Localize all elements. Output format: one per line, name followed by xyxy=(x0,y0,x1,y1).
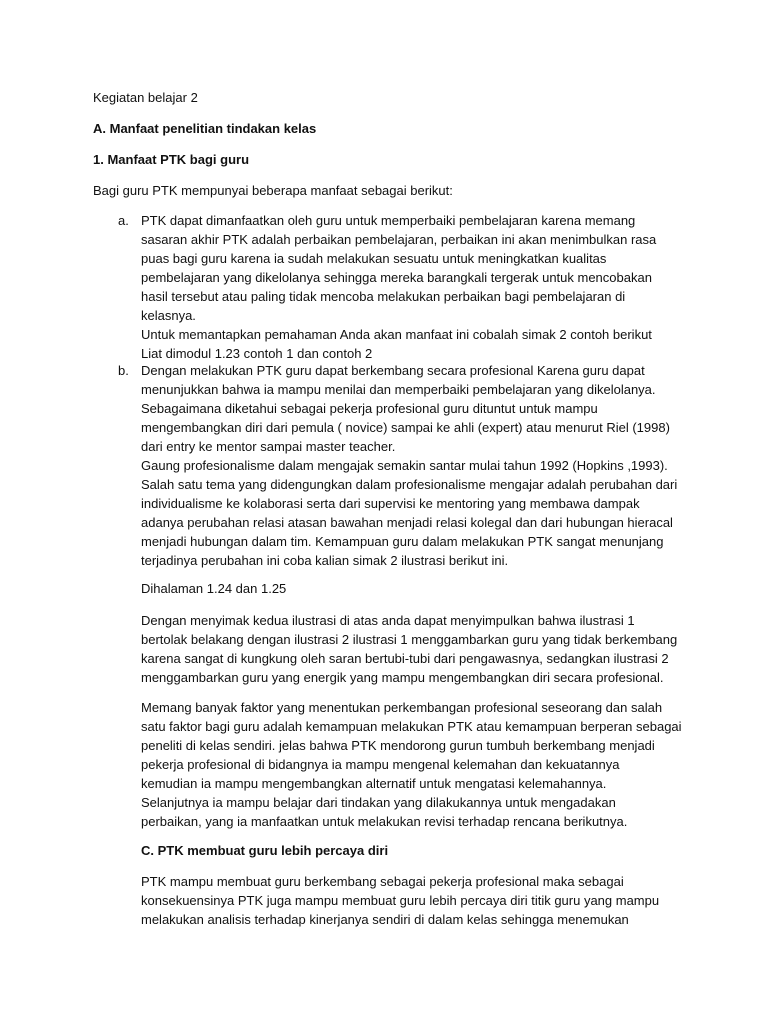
paragraph-line: menggambarkan guru yang energik yang mampu mengembangkan diri secara profesional. xyxy=(141,670,664,685)
section-heading-a: A. Manfaat penelitian tindakan kelas xyxy=(93,121,317,136)
list-item-b-line: Gaung profesionalisme dalam mengajak semakin santar mulai tahun 1992 (Hopkins ,1993). xyxy=(141,458,668,473)
list-item-b-line: menjadi hubungan dalam tim. Kemampuan guru dalam melakukan PTK sangat menunjang xyxy=(141,534,664,549)
list-item-a-line: PTK dapat dimanfaatkan oleh guru untuk memperbaiki pembelajaran karena memang xyxy=(141,213,636,228)
list-item-a xyxy=(141,211,656,363)
paragraph-line: Memang banyak faktor yang menentukan perkembangan profesional seseorang dan salah xyxy=(141,700,663,715)
list-item-b-line: individualisme ke kolaborasi serta dari supervisi ke mentoring yang membawa dampak xyxy=(141,496,640,511)
list-marker-b: b. xyxy=(118,363,129,378)
intro-paragraph: Bagi guru PTK mempunyai beberapa manfaat sebagai berikut: xyxy=(93,183,453,198)
paragraph-faktor xyxy=(141,698,682,831)
paragraph-line: satu faktor bagi guru adalah kemampuan melakukan PTK atau kemampuan berperan sebagai xyxy=(141,719,682,734)
section-heading-1: 1. Manfaat PTK bagi guru xyxy=(93,152,250,167)
list-item-a-line: Liat dimodul 1.23 contoh 1 dan contoh 2 xyxy=(141,346,373,361)
list-item-a-line: pembelajaran yang dikelolanya sehingga mereka barangkali tergerak untuk mencobakan xyxy=(141,270,652,285)
paragraph-c xyxy=(141,872,659,929)
section-heading-c: C. PTK membuat guru lebih percaya diri xyxy=(141,843,389,858)
paragraph-line: pekerja profesional di bidangnya ia mampu mengenal kelemahan dan kekuatannya xyxy=(141,757,620,772)
list-item-b xyxy=(141,361,677,570)
list-item-b-line: mengembangkan diri dari pemula ( novice) sampai ke ahli (expert) atau menurut Riel (1998) xyxy=(141,420,670,435)
list-item-b-line: dari entry ke mentor sampai master teacher. xyxy=(141,439,396,454)
paragraph-line: konsekuensinya PTK juga mampu membuat guru lebih percaya diri titik guru yang mampu xyxy=(141,893,660,908)
list-marker-a: a. xyxy=(118,213,129,228)
paragraph-line: Dengan menyimak kedua ilustrasi di atas anda dapat menyimpulkan bahwa ilustrasi 1 xyxy=(141,613,635,628)
list-item-b-line: adanya perubahan relasi atasan bawahan menjadi relasi kolegal dan dari hubungan hieracal xyxy=(141,515,673,530)
paragraph-line: perbaikan, yang ia manfaatkan untuk melakukan revisi terhadap rencana berikutnya. xyxy=(141,814,628,829)
paragraph-line: Selanjutnya ia mampu belajar dari tindakan yang dilakukannya untuk mengadakan xyxy=(141,795,616,810)
page-reference: Dihalaman 1.24 dan 1.25 xyxy=(141,581,287,596)
list-item-a-line: sasaran akhir PTK adalah perbaikan pembelajaran, perbaikan ini akan menimbulkan rasa xyxy=(141,232,657,247)
list-item-b-line: terjadinya perubahan ini coba kalian simak 2 ilustrasi berikut ini. xyxy=(141,553,509,568)
paragraph-line: kemudian ia mampu mengembangkan alternatif untuk mengatasi kelemahannya. xyxy=(141,776,607,791)
paragraph-line: karena sangat di kungkung oleh saran bertubi-tubi dari pengawasnya, sedangkan ilustrasi 2 xyxy=(141,651,669,666)
paragraph-line: bertolak belakang dengan ilustrasi 2 ilustrasi 1 menggambarkan guru yang tidak berkembang xyxy=(141,632,678,647)
list-item-a-line: Untuk memantapkan pemahaman Anda akan manfaat ini cobalah simak 2 contoh berikut xyxy=(141,327,652,342)
list-item-b-line: menunjukkan bahwa ia mampu menilai dan memperbaiki pembelajaran yang dikelolanya. xyxy=(141,382,656,397)
paragraph-ilustrasi xyxy=(141,611,677,687)
list-item-a-line: hasil tersebut atau paling tidak mencoba melakukan perbaikan bagi pembelajaran di xyxy=(141,289,626,304)
list-item-a-line: kelasnya. xyxy=(141,308,196,323)
list-item-b-line: Salah satu tema yang didengungkan dalam profesionalisme mengajar adalah perubahan dari xyxy=(141,477,678,492)
paragraph-line: PTK mampu membuat guru berkembang sebagai pekerja profesional maka sebagai xyxy=(141,874,624,889)
list-item-a-line: puas bagi guru karena ia sudah melakukan sesuatu untuk meningkatkan kualitas xyxy=(141,251,607,266)
list-item-b-line: Dengan melakukan PTK guru dapat berkembang secara profesional Karena guru dapat xyxy=(141,363,645,378)
list-item-b-line: Sebagaimana diketahui sebagai pekerja profesional guru dituntut untuk mampu xyxy=(141,401,598,416)
document-title: Kegiatan belajar 2 xyxy=(93,90,198,105)
paragraph-line: melakukan analisis terhadap kinerjanya sendiri di dalam kelas sehingga menemukan xyxy=(141,912,629,927)
paragraph-line: peneliti di kelas sendiri. jelas bahwa PTK mendorong gurun tumbuh berkembang menjadi xyxy=(141,738,655,753)
